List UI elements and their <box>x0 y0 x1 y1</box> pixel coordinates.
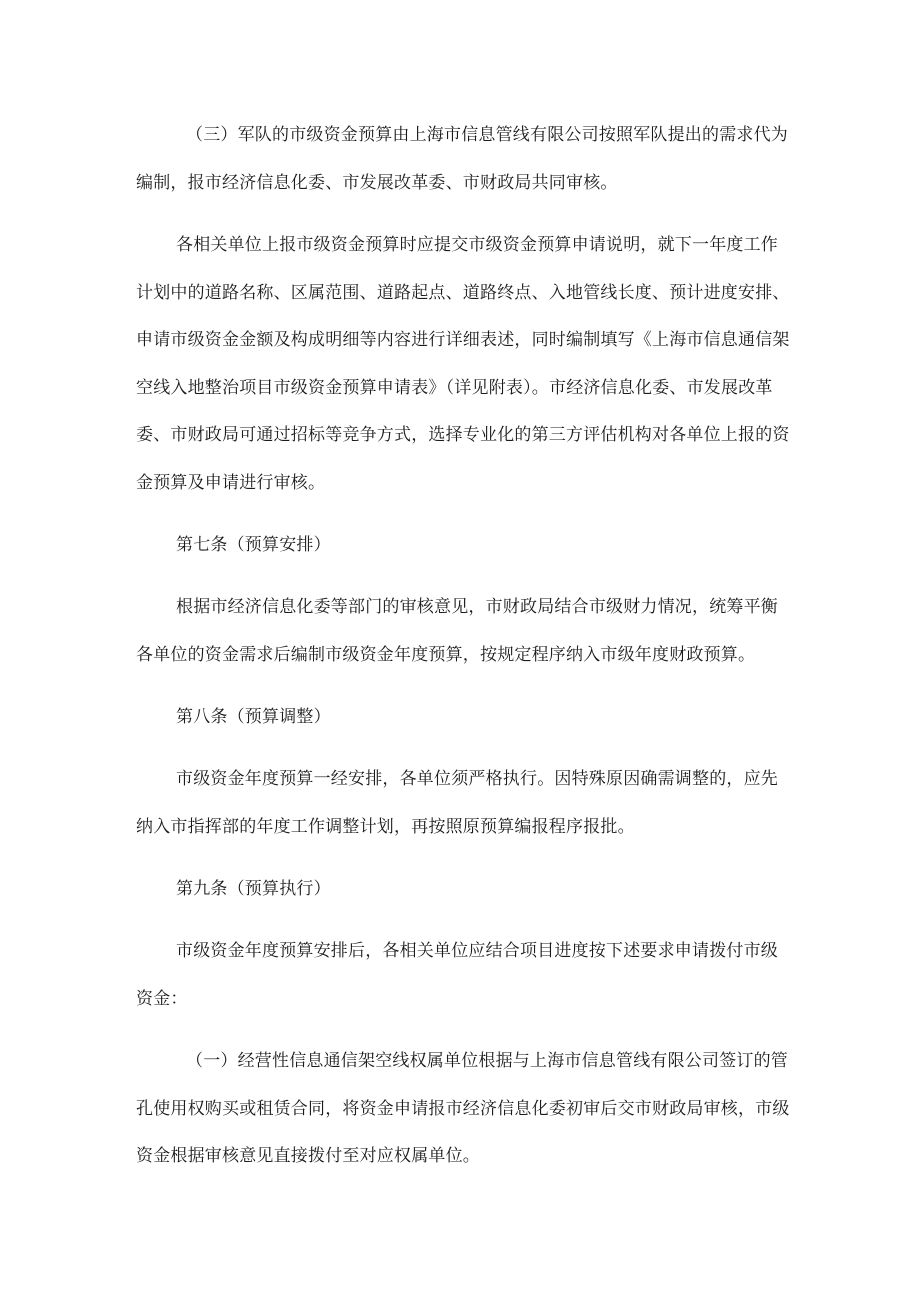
article-heading: 第八条（预算调整） <box>176 707 331 727</box>
paragraph-line: 空线入地整治项目市级资金预算申请表》（详见附表）。市经济信息化委、市发展改革 <box>136 378 773 398</box>
paragraph-line: （三）军队的市级资金预算由上海市信息管线有限公司按照军队提出的需求代为 <box>186 125 788 145</box>
paragraph-line: 市级资金年度预算一经安排，各单位须严格执行。因特殊原因确需调整的，应先 <box>176 769 778 789</box>
paragraph-line: 纳入市指挥部的年度工作调整计划，再按照原预算编报程序报批。 <box>136 817 635 837</box>
paragraph-line: 计划中的道路名称、区属范围、道路起点、道路终点、入地管线长度、预计进度安排、 <box>136 283 790 303</box>
paragraph-line: 孔使用权购买或租赁合同，将资金申请报市经济信息化委初审后交市财政局审核，市级 <box>136 1099 790 1119</box>
article-heading: 第七条（预算安排） <box>176 535 331 555</box>
paragraph-line: 委、市财政局可通过招标等竞争方式，选择专业化的第三方评估机构对各单位上报的资 <box>136 425 790 445</box>
paragraph-line: 金预算及申请进行审核。 <box>136 473 326 493</box>
paragraph-line: 申请市级资金金额及构成明细等内容进行详细表述，同时编制填写《上海市信息通信架 <box>136 330 790 350</box>
paragraph-line: 资金： <box>136 989 188 1009</box>
paragraph-line: 根据市经济信息化委等部门的审核意见，市财政局结合市级财力情况，统筹平衡 <box>176 597 778 617</box>
paragraph-line: 资金根据审核意见直接拨付至对应权属单位。 <box>136 1146 480 1166</box>
paragraph-line: （一）经营性信息通信架空线权属单位根据与上海市信息管线有限公司签订的管 <box>186 1051 788 1071</box>
paragraph-line: 各单位的资金需求后编制市级资金年度预算，按规定程序纳入市级年度财政预算。 <box>136 645 756 665</box>
paragraph-line: 编制，报市经济信息化委、市发展改革委、市财政局共同审核。 <box>136 173 618 193</box>
paragraph-line: 市级资金年度预算安排后，各相关单位应结合项目进度按下述要求申请拨付市级 <box>176 941 778 961</box>
paragraph-line: 各相关单位上报市级资金预算时应提交市级资金预算申请说明，就下一年度工作 <box>176 235 778 255</box>
article-heading: 第九条（预算执行） <box>176 879 331 899</box>
